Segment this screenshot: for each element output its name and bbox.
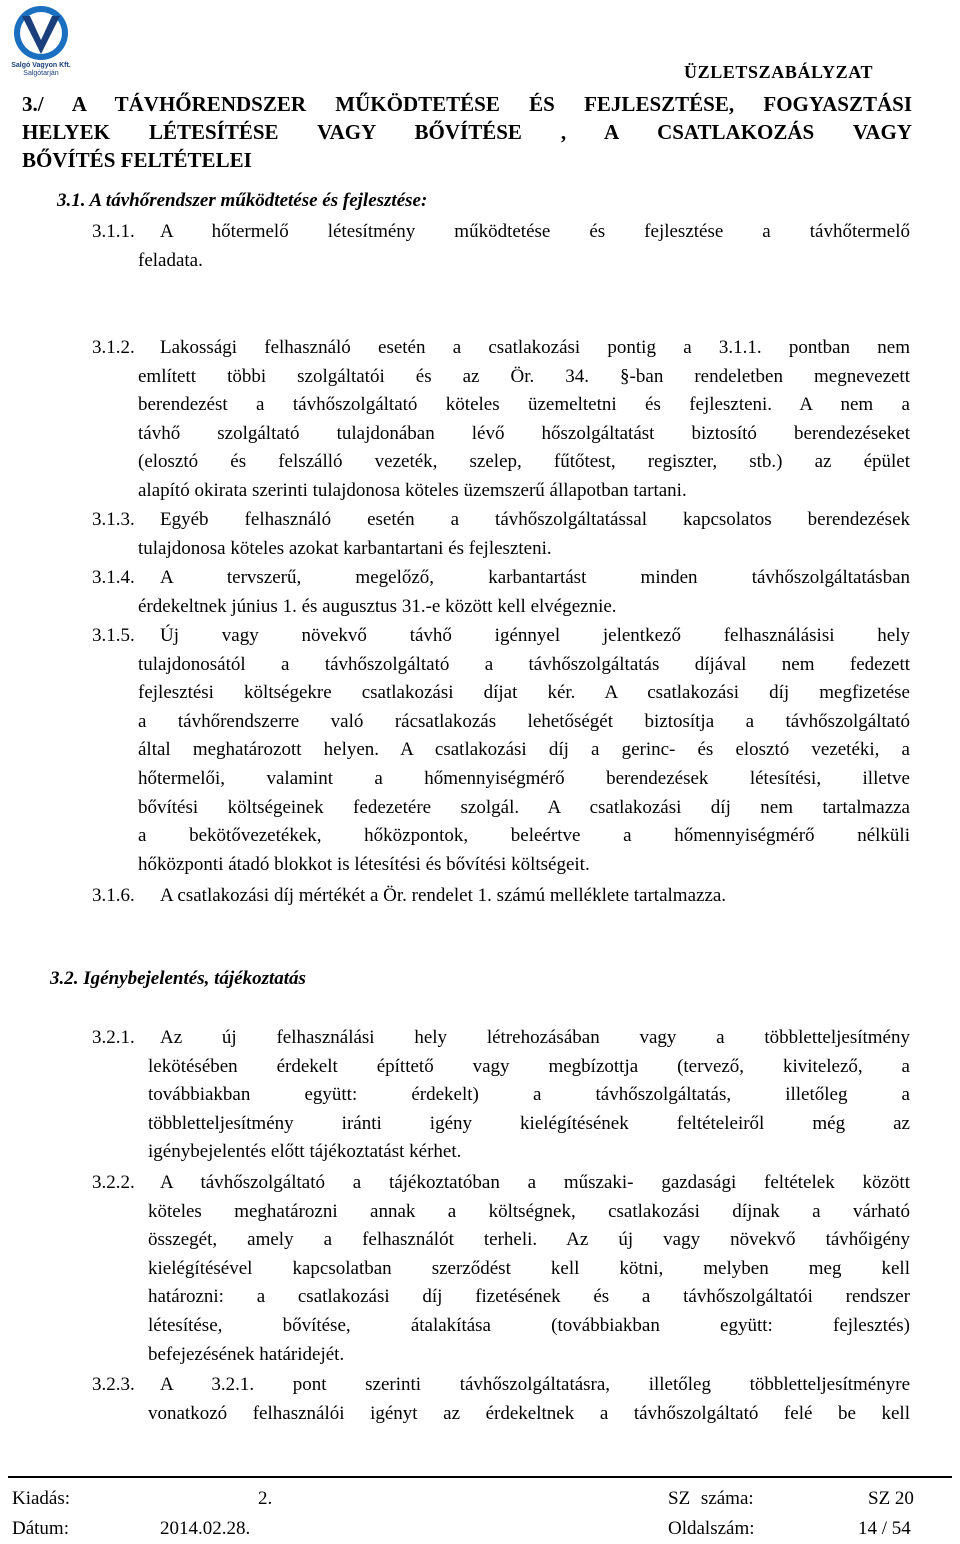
text-line: A csatlakozási díj mértékét a Ör. rendelet 1. számú melléklete tartalmazza.	[160, 885, 727, 906]
logo-company-name: Salgó Vagyon Kft.	[11, 62, 71, 69]
text-line: összegét, amely a felhasználót terheli. Az új vagy növekvő távhőigény	[148, 1229, 910, 1251]
text-line: kielégítésével kapcsolatban szerződést kell kötni, melyben meg kell	[148, 1257, 910, 1279]
paragraph-3-1-1	[92, 218, 910, 275]
footer-sz-value: SZ 20	[868, 1488, 914, 1509]
text-line: határozni: a csatlakozási díj fizetésének és a távhőszolgáltatói rendszer	[148, 1286, 910, 1308]
text-line: lekötésében érdekelt építtető vagy megbízottja (tervező, kivitelező, a	[148, 1055, 910, 1077]
paragraph-text	[92, 882, 910, 911]
paragraph-text	[92, 506, 910, 563]
chapter-title-line: 3./ A TÁVHŐRENDSZER MŰKÖDTETÉSE ÉS FEJLESZTÉSE, FOGYASZTÁSI	[22, 92, 912, 116]
text-line: igénybejelentés előtt tájékoztatást kérhet.	[148, 1141, 462, 1163]
paragraph-3-1-6	[92, 882, 910, 911]
paragraph-3-2-3	[92, 1371, 910, 1428]
text-line: köteles meghatározni annak a költségnek, csatlakozási díjnak a várható	[148, 1200, 910, 1222]
text-line: a bekötővezetékek, hőközpontok, beleértve a hőmennyiségmérő nélküli	[138, 825, 910, 847]
text-line: A tervszerű, megelőző, karbantartást minden távhőszolgáltatásban	[160, 567, 910, 588]
paragraph-text	[92, 218, 910, 275]
paragraph-text	[92, 1169, 910, 1369]
paragraph-number: 3.2.3.	[92, 1374, 135, 1395]
text-line: távhő szolgáltató tulajdonában lévő hőszolgáltatást biztosító berendezéseket	[138, 422, 910, 444]
text-line: befejezésének határidejét.	[148, 1343, 345, 1365]
paragraph-3-1-2	[92, 334, 910, 506]
text-line: Az új felhasználási hely létrehozásában vagy a többletteljesítmény	[160, 1027, 910, 1048]
text-line: Új vagy növekvő távhő igénnyel jelentkező felhasználásisi hely	[160, 625, 910, 646]
paragraph-number: 3.1.6.	[92, 885, 135, 906]
text-line: a távhőrendszerre való rácsatlakozás lehetőségét biztosítja a távhőszolgáltató	[138, 710, 910, 732]
paragraph-number: 3.1.3.	[92, 509, 135, 530]
footer-divider	[8, 1476, 952, 1478]
text-line: létesítése, bővítése, átalakítása (továbbiakban együtt: fejlesztés)	[148, 1314, 910, 1336]
logo-city: Salgótarján	[23, 70, 59, 77]
footer-sz-label: SZ száma:	[668, 1488, 754, 1509]
paragraph-number: 3.1.5.	[92, 625, 135, 646]
text-line: érdekeltnek június 1. és augusztus 31.-e között kell elvégeznie.	[138, 595, 617, 617]
text-line: tulajdonosától a távhőszolgáltató a távhőszolgáltatás díjával nem fedezett	[138, 653, 910, 675]
paragraph-number: 3.2.2.	[92, 1172, 135, 1193]
footer-edition-value: 2.	[258, 1488, 273, 1509]
text-line: alapító okirata szerinti tulajdonosa köteles üzemszerű állapotban tartani.	[138, 479, 687, 501]
text-line: A 3.2.1. pont szerinti távhőszolgáltatásra, illetőleg többletteljesítményre	[160, 1374, 910, 1395]
text-line: hőközponti átadó blokkot is létesítési és bővítési költségeit.	[138, 853, 590, 875]
text-line: által meghatározott helyen. A csatlakozási díj a gerinc- és elosztó vezetéki, a	[138, 739, 910, 761]
text-line: A távhőszolgáltató a tájékoztatóban a műszaki- gazdasági feltételek között	[160, 1172, 910, 1193]
paragraph-text	[92, 1371, 910, 1428]
footer-date-label: Dátum:	[12, 1518, 69, 1539]
text-line: vonatkozó felhasználói igényt az érdekeltnek a távhőszolgáltató felé be kell	[148, 1402, 910, 1424]
text-line: továbbiakban együtt: érdekelt) a távhőszolgáltatás, illetőleg a	[148, 1084, 910, 1106]
paragraph-number: 3.1.4.	[92, 567, 135, 588]
text-line: bővítési költségeinek fedezetére szolgál. A csatlakozási díj nem tartalmazza	[138, 796, 910, 818]
paragraph-text	[92, 334, 910, 506]
paragraph-text	[92, 1024, 910, 1167]
text-line: fejlesztési költségekre csatlakozási díjat kér. A csatlakozási díj megfizetése	[138, 682, 910, 704]
paragraph-text	[92, 564, 910, 621]
paragraph-3-1-5	[92, 622, 910, 879]
section-heading-3-1: 3.1. A távhőrendszer működtetése és fejlesztése:	[57, 190, 428, 211]
paragraph-3-1-3	[92, 506, 910, 563]
text-line: feladata.	[138, 249, 203, 271]
footer-page-label: Oldalszám:	[668, 1518, 755, 1539]
footer-page-value: 14 / 54	[858, 1518, 911, 1539]
chapter-title	[22, 90, 912, 174]
footer-date-value: 2014.02.28.	[160, 1518, 251, 1539]
text-line: berendezést a távhőszolgáltató köteles üzemeltetni és fejleszteni. A nem a	[138, 394, 910, 416]
text-line: (elosztó és felszálló vezeték, szelep, fűtőtest, regiszter, stb.) az épület	[138, 451, 910, 473]
logo-v-mark-icon	[8, 4, 74, 62]
chapter-title-line: BŐVÍTÉS FELTÉTELEI	[22, 148, 252, 172]
paragraph-text	[92, 622, 910, 879]
text-line: tulajdonosa köteles azokat karbantartani és fejleszteni.	[138, 537, 552, 559]
text-line: hőtermelői, valamint a hőmennyiségmérő berendezések létesítési, illetve	[138, 767, 910, 789]
paragraph-3-2-1	[92, 1024, 910, 1167]
paragraph-number: 3.2.1.	[92, 1027, 135, 1048]
text-line: Lakossági felhasználó esetén a csatlakozási pontig a 3.1.1. pontban nem	[160, 337, 910, 358]
paragraph-number: 3.1.2.	[92, 337, 135, 358]
text-line: említett többi szolgáltatói és az Ör. 34. §-ban rendeletben megnevezett	[138, 365, 910, 387]
company-logo	[8, 4, 74, 80]
text-line: Egyéb felhasználó esetén a távhőszolgáltatással kapcsolatos berendezések	[160, 509, 910, 530]
paragraph-number: 3.1.1.	[92, 221, 135, 242]
paragraph-3-2-2	[92, 1169, 910, 1369]
text-line: A hőtermelő létesítmény működtetése és fejlesztése a távhőtermelő	[160, 221, 910, 242]
text-line: többletteljesítmény iránti igény kielégítésének feltételeiről még az	[148, 1112, 910, 1134]
document-type: ÜZLETSZABÁLYZAT	[684, 62, 874, 82]
chapter-title-line: HELYEK LÉTESÍTÉSE VAGY BŐVÍTÉSE , A CSATLAKOZÁS VAGY	[22, 120, 912, 144]
section-heading-3-2: 3.2. Igénybejelentés, tájékoztatás	[50, 968, 306, 989]
footer-edition-label: Kiadás:	[12, 1488, 71, 1509]
paragraph-3-1-4	[92, 564, 910, 621]
